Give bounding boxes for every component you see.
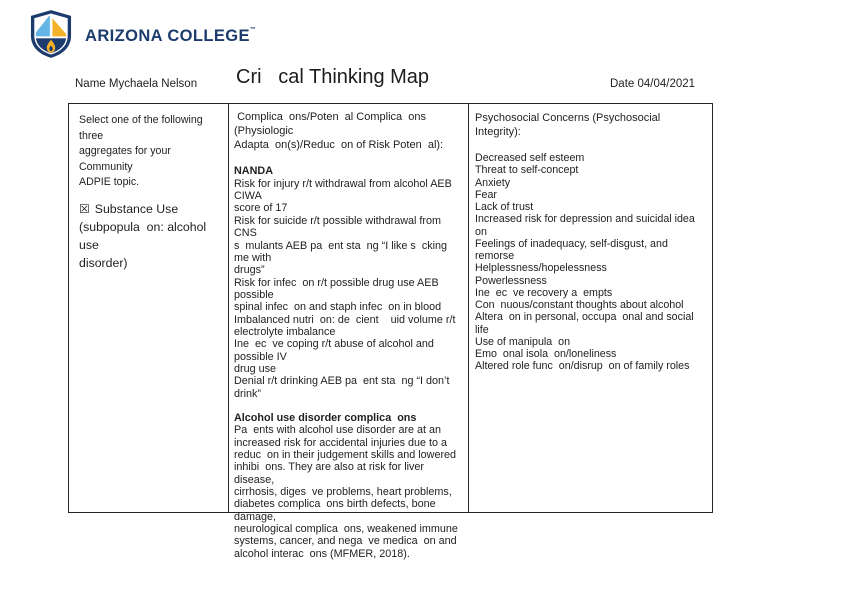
critical-thinking-table <box>68 103 713 560</box>
complications-cell <box>229 104 469 560</box>
text-line: Lack of trust <box>475 201 534 213</box>
text-line: Risk for suicide r/t possible withdrawal from CNS <box>234 214 445 240</box>
text-line: Select one of the following three <box>79 114 206 142</box>
text-line: cirrhosis, diges ve problems, heart problems, <box>234 486 452 499</box>
alcohol-complications-heading: Alcohol use disorder complica ons <box>234 411 417 424</box>
text-line: Adapta on(s)/Reduc on of Risk Poten al): <box>234 138 444 151</box>
psychosocial-cell <box>469 104 712 512</box>
psychosocial-concerns-list <box>475 152 706 373</box>
substance-use-checkbox[interactable]: ☒ <box>79 201 90 216</box>
text-line: Anxiety <box>475 176 511 189</box>
text-line: Increased risk for depression and suicidal idea on <box>475 213 701 238</box>
text-line: s mulants AEB pa ent sta ng “I like s cking me with <box>234 239 451 264</box>
nanda-diagnoses-list <box>234 178 463 400</box>
text-line: Altera on in personal, occupa onal and social life <box>475 311 697 336</box>
page-title: Cri cal Thinking Map <box>236 66 430 88</box>
text-line: (subpopula on: alcohol use <box>79 219 210 252</box>
text-line: Decreased self esteem <box>475 152 585 164</box>
text-line: increased risk for accidental injuries due to a <box>234 436 448 449</box>
text-line: inhibi ons. They are also at risk for liver disease, <box>234 461 428 486</box>
text-line: Powerlessness <box>475 274 547 287</box>
arizona-college-logo <box>30 9 256 64</box>
text-line: Emo onal isola on/loneliness <box>475 348 617 360</box>
text-line: drug use <box>234 362 277 375</box>
date-value: 04/04/2021 <box>637 78 696 90</box>
text-line: Fear <box>475 188 497 201</box>
text-line: Risk for infec on r/t possible drug use AEB possible <box>234 276 442 301</box>
text-line: Risk for injury r/t withdrawal from alcohol AEB CIWA <box>234 177 455 203</box>
text-line: Use of manipula on <box>475 335 571 348</box>
date-field <box>610 78 695 90</box>
aggregate-selection-cell <box>69 104 229 512</box>
text-line: alcohol interac ons (MFMER, 2018). <box>234 547 410 560</box>
substance-use-label: Substance Use <box>94 201 179 216</box>
text-line: Imbalanced nutri on: de cient uid volume r/t <box>234 313 456 326</box>
text-line: diabetes complica ons birth defects, bone damage, <box>234 498 439 523</box>
text-line: Feelings of inadequacy, self-disgust, and remorse <box>475 237 671 262</box>
substance-use-subpopulation <box>79 218 218 272</box>
name-field <box>75 78 197 90</box>
text-line: Helplessness/hopelessness <box>475 262 607 275</box>
shield-icon <box>30 9 72 64</box>
text-line: electrolyte imbalance <box>234 325 336 338</box>
text-line: Denial r/t drinking AEB pa ent sta ng “I don’t drink” <box>234 375 453 400</box>
text-line: Pa ents with alcohol use disorder are at an <box>234 424 442 437</box>
text-line: systems, cancer, and nega ve medica on and <box>234 535 457 548</box>
date-label: Date <box>610 78 635 90</box>
text-line: score of 17 <box>234 202 288 215</box>
text-line: ADPIE topic. <box>79 176 140 188</box>
substance-use-option <box>79 200 218 272</box>
aggregate-instructions <box>79 113 218 191</box>
text-line: Con nuous/constant thoughts about alcohol <box>475 299 684 311</box>
text-line: reduc on in their judgement skills and lowered <box>234 449 457 462</box>
text-line: neurological complica ons, weakened immune <box>234 523 458 536</box>
psychosocial-header: Psychosocial Concerns (Psychosocial Integrity): <box>475 112 664 138</box>
text-line: Ine ec ve coping r/t abuse of alcohol and possible IV <box>234 338 437 363</box>
text-line: Complica ons/Poten al Complica ons (Physiologic <box>234 111 430 137</box>
text-line: spinal infec on and staph infec on in blood <box>234 301 442 314</box>
text-line: Ine ec ve recovery a empts <box>475 286 613 299</box>
trademark-symbol: ™ <box>249 27 257 33</box>
name-label: Name <box>75 78 106 90</box>
text-line: drugs” <box>234 264 265 277</box>
text-line: disorder) <box>79 255 128 270</box>
text-line: Threat to self-concept <box>475 164 579 177</box>
alcohol-complications-block <box>234 412 463 560</box>
nanda-heading: NANDA <box>234 165 273 178</box>
name-value: Mychaela Nelson <box>108 78 198 90</box>
text-line: Altered role func on/disrup on of family roles <box>475 360 690 373</box>
logo-wordmark: ARIZONA COLLEGE™ <box>85 27 257 45</box>
complications-header <box>234 111 463 152</box>
text-line: aggregates for your Community <box>79 145 174 173</box>
alcohol-complications-paragraph <box>234 424 463 560</box>
